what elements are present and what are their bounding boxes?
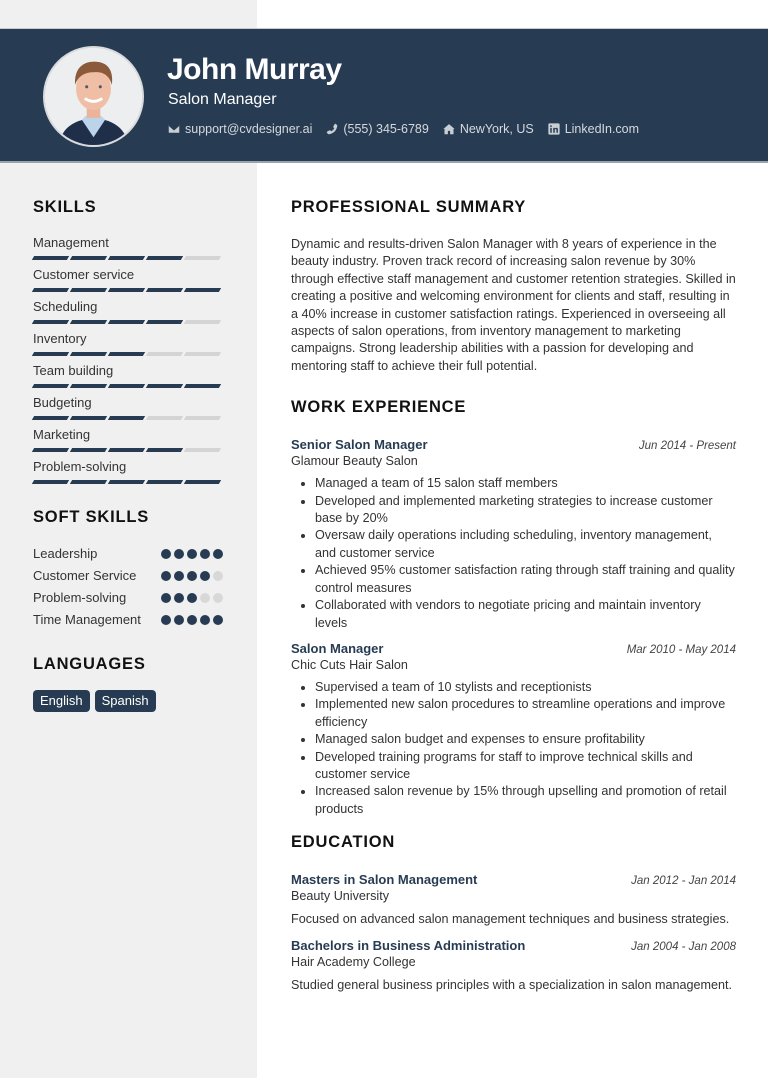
skill-segment-filled [108,256,145,260]
rating-dot-filled [161,593,171,603]
experience-section [291,398,736,818]
responsibility-item: • Achieved 95% customer satisfaction rating through staff training and quality control measures [315,562,736,597]
rating-dot-filled [174,615,184,625]
rating-dot-filled [174,549,184,559]
company-name: Chic Cuts Hair Salon [291,657,408,672]
contact-email-text: support@cvdesigner.ai [185,122,313,136]
person-photo-icon [45,48,142,145]
skill-segment-empty [184,320,221,324]
skill-item [33,363,223,388]
contact-linkedin-text: LinkedIn.com [564,122,640,136]
rating-dot-filled [161,571,171,581]
skill-level-bar [33,448,223,452]
summary-heading: PROFESSIONAL SUMMARY [291,198,527,216]
skill-item [33,395,223,420]
job-title: Salon Manager [291,640,384,656]
soft-skill-rating [161,549,223,559]
skill-name: Marketing [33,427,91,442]
header [0,28,768,163]
education-list [291,871,736,994]
rating-dot-filled [200,571,210,581]
responsibility-item: • Increased salon revenue by 15% through upselling and promotion of retail products [315,783,736,818]
responsibility-item: • Supervised a team of 10 stylists and receptionists [315,679,736,696]
soft-skill-item [33,567,223,585]
skill-segment-filled [70,320,107,324]
language-badge: English [33,690,90,712]
entry-header [291,640,736,657]
soft-skill-rating [161,593,223,603]
skill-level-bar [33,480,223,484]
job-title: Senior Salon Manager [291,437,428,453]
skill-segment-empty [146,416,183,420]
rating-dot-filled [161,549,171,559]
degree-title: Bachelors in Business Administration [291,937,526,953]
skill-segment-filled [184,384,221,388]
skill-segment-filled [70,384,107,388]
skill-item [33,235,223,260]
contact-list [168,122,639,136]
skill-item [33,299,223,324]
contact-location-text: NewYork, US [459,122,534,136]
skill-segment-filled [108,320,145,324]
skill-segment-empty [184,448,221,452]
rating-dot-filled [213,549,223,559]
skill-segment-filled [146,448,183,452]
skill-level-bar [33,352,223,356]
soft-skill-rating [161,571,223,581]
school-name: Beauty University [291,889,389,904]
skill-segment-filled [146,384,183,388]
entry-header [291,871,736,888]
skill-name: Inventory [33,331,87,346]
company-name: Glamour Beauty Salon [291,454,418,469]
candidate-name: John Murray [167,53,342,86]
main-content [291,198,736,1002]
skill-segment-filled [108,416,145,420]
linkedin-icon [548,123,560,135]
contact-location [443,122,534,136]
skill-name: Problem-solving [33,459,127,474]
skill-segment-filled [108,288,145,292]
skill-segment-filled [70,416,107,420]
skill-segment-empty [184,352,221,356]
contact-phone[interactable] [326,122,428,136]
skill-item [33,331,223,356]
skill-segment-filled [108,352,145,356]
soft-skill-item [33,611,223,629]
soft-skill-item [33,589,223,607]
skill-segment-filled [146,320,183,324]
candidate-title: Salon Manager [168,91,277,108]
skill-level-bar [33,384,223,388]
skill-segment-filled [70,448,107,452]
experience-list [291,436,736,818]
soft-skills-list [33,545,223,629]
rating-dot-filled [200,615,210,625]
skill-segment-filled [108,384,145,388]
languages-heading: LANGUAGES [33,655,146,673]
rating-dot-filled [187,549,197,559]
languages-list [33,690,223,712]
soft-skill-name: Time Management [33,612,141,627]
sidebar [33,198,223,712]
education-entry [291,937,736,994]
skill-segment-filled [32,480,69,484]
home-icon [443,123,455,135]
education-section [291,833,736,994]
skill-segment-filled [184,288,221,292]
rating-dot-filled [187,571,197,581]
skill-segment-filled [32,416,69,420]
skill-segment-filled [32,352,69,356]
skill-level-bar [33,256,223,260]
skill-segment-empty [184,416,221,420]
language-badge: Spanish [95,690,156,712]
rating-dot-filled [174,593,184,603]
responsibility-item: • Managed salon budget and expenses to ensure profitability [315,731,736,748]
rating-dot-filled [213,615,223,625]
skill-item [33,459,223,484]
skill-segment-filled [32,288,69,292]
school-name: Hair Academy College [291,954,416,969]
envelope-icon [168,123,180,135]
rating-dot-empty [213,571,223,581]
skill-item [33,427,223,452]
skill-segment-filled [32,320,69,324]
skill-segment-empty [184,256,221,260]
skill-segment-filled [146,256,183,260]
soft-skill-rating [161,615,223,625]
skill-segment-filled [70,256,107,260]
education-entry [291,871,736,928]
job-dates: Mar 2010 - May 2014 [626,643,736,656]
education-dates: Jan 2012 - Jan 2014 [631,875,736,888]
soft-skill-item [33,545,223,563]
skill-segment-filled [146,480,183,484]
rating-dot-filled [161,615,171,625]
summary-text: Dynamic and results-driven Salon Manager with 8 years of experience in the beauty industry. Proven track record of increasing salon revenue by 30% through effective staff management and customer retention strategies. Skilled in creating a positive and welcoming environment for clients and staff, resulting in a 40% increase in customer satisfaction ratings. Experienced in overseeing all aspects of salon operations, from inventory management to marketing campaigns. Strong leadership abilities with a passion for developing and mentoring staff to achieve their full potential. [291,237,736,373]
rating-dot-empty [213,593,223,603]
profile-photo [43,46,144,147]
skill-segment-filled [146,288,183,292]
rating-dot-filled [200,549,210,559]
entry-header [291,436,736,453]
responsibility-item: • Developed training programs for staff to improve technical skills and customer service [315,749,736,784]
responsibility-list [291,679,736,818]
responsibility-item: • Developed and implemented marketing strategies to increase customer base by 20% [315,493,736,528]
skill-level-bar [33,320,223,324]
skill-segment-filled [108,448,145,452]
contact-phone-text: (555) 345-6789 [343,122,429,136]
responsibility-item: • Collaborated with vendors to negotiate pricing and maintain inventory levels [315,597,736,632]
experience-entry [291,640,736,818]
phone-icon [326,123,338,135]
skill-name: Team building [33,363,114,378]
responsibility-list [291,475,736,632]
skill-segment-filled [32,256,69,260]
education-heading: EDUCATION [291,833,396,852]
education-dates: Jan 2004 - Jan 2008 [631,940,736,953]
rating-dot-filled [187,615,197,625]
soft-skill-name: Leadership [33,546,98,561]
skill-segment-filled [70,352,107,356]
skill-name: Customer service [33,267,135,282]
skill-segment-filled [70,480,107,484]
soft-skill-name: Problem-solving [33,590,127,605]
contact-linkedin[interactable] [548,122,639,136]
degree-title: Masters in Salon Management [291,872,478,888]
rating-dot-empty [200,593,210,603]
skill-item [33,267,223,292]
skill-level-bar [33,288,223,292]
skill-level-bar [33,416,223,420]
soft-skills-heading: SOFT SKILLS [33,508,150,526]
skill-name: Management [33,235,109,250]
education-description: Studied general business principles with a specialization in salon management. [291,977,733,992]
responsibility-item: • Managed a team of 15 salon staff members [315,475,736,492]
rating-dot-filled [174,571,184,581]
skill-segment-empty [146,352,183,356]
skill-segment-filled [184,480,221,484]
entry-header [291,937,736,954]
soft-skill-name: Customer Service [33,568,137,583]
contact-email[interactable] [168,122,312,136]
experience-heading: WORK EXPERIENCE [291,398,467,417]
skill-segment-filled [70,288,107,292]
skill-name: Budgeting [33,395,92,410]
responsibility-item: • Oversaw daily operations including scheduling, inventory management, and customer service [315,527,736,562]
education-description: Focused on advanced salon management techniques and business strategies. [291,912,730,927]
skill-segment-filled [108,480,145,484]
experience-entry [291,436,736,632]
skill-name: Scheduling [33,299,98,314]
responsibility-item: • Implemented new salon procedures to streamline operations and improve efficiency [315,696,736,731]
skills-heading: SKILLS [33,198,97,216]
skill-segment-filled [32,384,69,388]
job-dates: Jun 2014 - Present [638,440,736,453]
skill-segment-filled [32,448,69,452]
skills-list [33,235,223,484]
rating-dot-filled [187,593,197,603]
